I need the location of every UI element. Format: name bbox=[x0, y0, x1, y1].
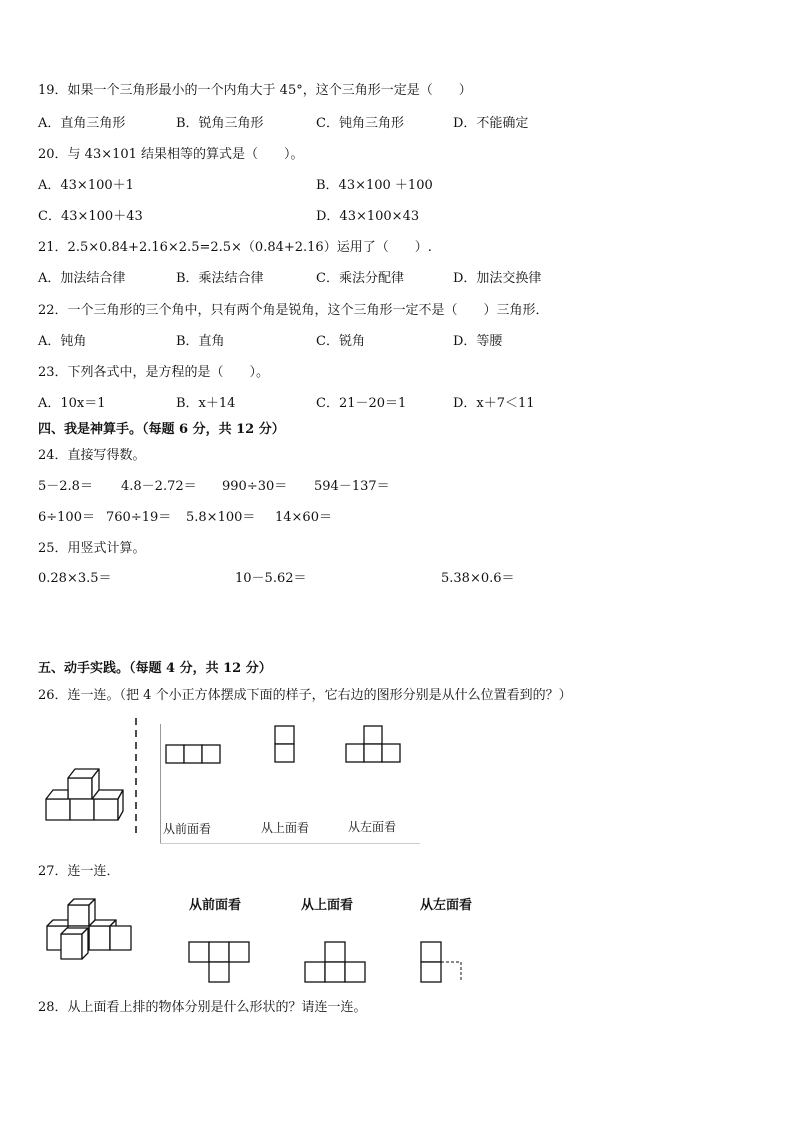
q21-option-d: D．加法交换律 bbox=[453, 271, 542, 286]
q20-option-d: D．43×100×43 bbox=[316, 209, 420, 224]
q24-item: 990÷30＝ bbox=[222, 479, 288, 494]
q24-item: 14×60＝ bbox=[275, 510, 332, 525]
q27-view-top bbox=[304, 941, 366, 983]
q26-caption-front: 从前面看 bbox=[163, 822, 212, 836]
q23-option-c: C．21－20＝1 bbox=[316, 396, 407, 411]
q27-view-left bbox=[420, 941, 464, 983]
q27-cube-stack-figure bbox=[41, 893, 133, 965]
q22-option-b: B．直角 bbox=[176, 334, 225, 349]
section5-title: 五、动手实践。（每题 4 分，共 12 分） bbox=[38, 661, 272, 676]
q26-caption-top: 从上面看 bbox=[261, 821, 310, 835]
q27-caption-front: 从前面看 bbox=[189, 898, 242, 913]
q21-option-c: C．乘法分配律 bbox=[316, 271, 404, 286]
q19-option-c: C．钝角三角形 bbox=[316, 116, 404, 131]
q19-stem: 19．如果一个三角形最小的一个内角大于 45°，这个三角形一定是（ ） bbox=[38, 83, 472, 98]
q22-option-c: C．锐角 bbox=[316, 334, 365, 349]
q24-item: 760÷19＝ bbox=[106, 510, 172, 525]
q28-stem: 28．从上面看上排的物体分别是什么形状的？请连一连。 bbox=[38, 1000, 367, 1015]
q19-option-b: B．锐角三角形 bbox=[176, 116, 264, 131]
q20-option-b: B．43×100 ＋100 bbox=[316, 178, 433, 193]
q25-item: 10－5.62＝ bbox=[235, 571, 307, 586]
q26-view-t-shape bbox=[345, 725, 403, 764]
q24-item: 4.8－2.72＝ bbox=[121, 479, 197, 494]
q20-option-a: A．43×100＋1 bbox=[38, 178, 134, 193]
q23-option-b: B．x＋14 bbox=[176, 396, 236, 411]
q24-item: 6÷100＝ bbox=[38, 510, 95, 525]
q26-stem: 26．连一连。（把 4 个小正方体摆成下面的样子，它右边的图形分别是从什么位置看到的？） bbox=[38, 688, 572, 703]
q24-item: 5－2.8＝ bbox=[38, 479, 93, 494]
q22-stem: 22．一个三角形的三个角中，只有两个角是锐角，这个三角形一定不是（ ）三角形． bbox=[38, 303, 549, 318]
q19-option-d: D．不能确定 bbox=[453, 116, 529, 131]
q26-view-two-stacked bbox=[274, 725, 296, 764]
q26-caption-left: 从左面看 bbox=[348, 820, 397, 834]
q26-dashed-divider bbox=[133, 718, 139, 836]
q22-option-d: D．等腰 bbox=[453, 334, 503, 349]
q24-item: 5.8×100＝ bbox=[186, 510, 256, 525]
q24-stem: 24．直接写得数。 bbox=[38, 448, 146, 463]
q23-stem: 23．下列各式中，是方程的是（ ）。 bbox=[38, 365, 270, 380]
q25-stem: 25．用竖式计算。 bbox=[38, 541, 146, 556]
q26-cube-stack-figure bbox=[44, 764, 124, 824]
q27-caption-top: 从上面看 bbox=[301, 898, 354, 913]
q27-view-front bbox=[188, 941, 250, 983]
q23-option-d: D．x＋7＜11 bbox=[453, 396, 535, 411]
q21-stem: 21．2.5×0.84+2.16×2.5=2.5×（0.84+2.16）运用了（ ）. bbox=[38, 240, 432, 255]
section4-title: 四、我是神算手。（每题 6 分，共 12 分） bbox=[38, 422, 285, 437]
q23-option-a: A．10x＝1 bbox=[38, 396, 106, 411]
q26-view-three-in-row bbox=[165, 744, 222, 764]
q27-caption-left: 从左面看 bbox=[420, 898, 473, 913]
q25-item: 0.28×3.5＝ bbox=[38, 571, 112, 586]
q24-item: 594－137＝ bbox=[314, 479, 390, 494]
q27-stem: 27．连一连． bbox=[38, 864, 120, 879]
q20-option-c: C．43×100＋43 bbox=[38, 209, 143, 224]
q22-option-a: A．钝角 bbox=[38, 334, 87, 349]
q20-stem: 20．与 43×101 结果相等的算式是（ ）。 bbox=[38, 147, 304, 162]
q19-option-a: A．直角三角形 bbox=[38, 116, 126, 131]
q21-option-a: A．加法结合律 bbox=[38, 271, 126, 286]
q21-option-b: B．乘法结合律 bbox=[176, 271, 264, 286]
q25-item: 5.38×0.6＝ bbox=[441, 571, 515, 586]
